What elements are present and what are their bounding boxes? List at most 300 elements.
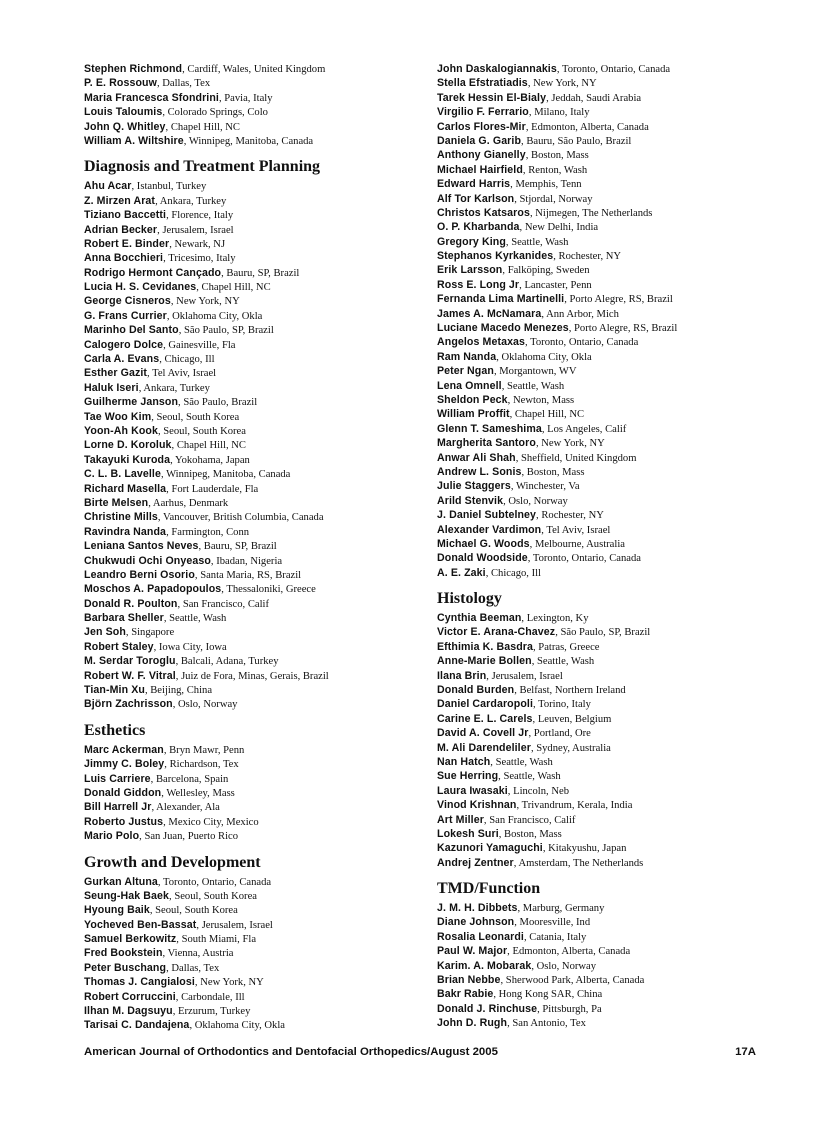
- reviewer-entry: [437, 639, 767, 653]
- reviewer-location: Winnipeg, Manitoba, Canada: [166, 469, 291, 481]
- separator: ,: [532, 713, 538, 725]
- reviewer-entry: [437, 507, 767, 521]
- separator: ,: [528, 728, 534, 740]
- reviewer-entry: [437, 464, 767, 478]
- reviewer-entry: [84, 178, 429, 192]
- reviewer-name: David A. Covell Jr: [437, 727, 529, 740]
- reviewer-entry: [437, 191, 767, 205]
- reviewer-location: Tel Aviv, Israel: [152, 368, 217, 380]
- reviewer-location: Seoul, South Korea: [155, 905, 238, 917]
- reviewer-location: San Juan, Puerto Rico: [144, 831, 239, 843]
- reviewer-name: Andrej Zentner: [437, 856, 514, 869]
- reviewer-entry: [437, 133, 767, 147]
- reviewer-name: Yocheved Ben-Bassat: [84, 918, 197, 931]
- reviewer-location: Portland, Ore: [533, 728, 591, 740]
- separator: ,: [170, 454, 175, 466]
- reviewer-location: Oklahoma City, Okla: [194, 1020, 285, 1032]
- reviewer-name: Nan Hatch: [437, 755, 491, 768]
- reviewer-name: Daniela G. Garib: [437, 134, 522, 147]
- reviewer-name: Jimmy C. Boley: [84, 758, 165, 771]
- reviewer-location: Edmonton, Alberta, Canada: [512, 946, 631, 958]
- reviewer-location: Ankara, Turkey: [159, 195, 227, 207]
- separator: ,: [198, 541, 204, 553]
- separator: ,: [172, 1006, 179, 1018]
- reviewer-name: Ravindra Nanda: [84, 525, 167, 538]
- separator: ,: [151, 802, 157, 814]
- reviewer-name: Takayuki Kuroda: [84, 453, 171, 466]
- separator: ,: [496, 351, 502, 363]
- reviewer-location: São Paulo, Brazil: [183, 397, 258, 409]
- reviewer-name: Tarek Hessin El-Bialy: [437, 91, 547, 104]
- reviewer-location: Seoul, South Korea: [156, 411, 240, 423]
- reviewer-location: Carbondale, Ill: [181, 991, 245, 1003]
- separator: ,: [155, 195, 160, 207]
- reviewer-entry: [437, 349, 767, 363]
- separator: ,: [483, 814, 490, 826]
- reviewer-entry: [437, 668, 767, 682]
- reviewer-name: Robert Corruccini: [84, 990, 176, 1003]
- reviewer-entry: [437, 406, 767, 420]
- separator: ,: [498, 771, 504, 783]
- reviewer-name: Diane Johnson: [437, 916, 515, 929]
- reviewer-entry: [84, 682, 429, 696]
- reviewer-location: São Paulo, SP, Brazil: [560, 627, 651, 639]
- reviewer-name: Anna Bocchieri: [84, 252, 164, 265]
- reviewer-entry: [437, 147, 767, 161]
- reviewer-entry: [437, 711, 767, 725]
- reviewer-entry: [84, 931, 429, 945]
- reviewer-name: Lorne D. Koroluk: [84, 439, 172, 452]
- reviewer-location: Trivandrum, Kerala, India: [521, 800, 633, 812]
- reviewer-location: Rochester, NY: [558, 251, 622, 263]
- reviewer-entry: [84, 193, 429, 207]
- separator: ,: [528, 107, 535, 119]
- separator: ,: [529, 207, 536, 219]
- separator: ,: [530, 742, 537, 754]
- reviewer-entry: [437, 262, 767, 276]
- separator: ,: [177, 598, 183, 610]
- reviewer-location: Vienna, Austria: [167, 948, 234, 960]
- reviewer-location: Seattle, Wash: [511, 236, 569, 248]
- reviewer-entry: [84, 581, 429, 595]
- reviewer-location: Vancouver, British Columbia, Canada: [163, 512, 324, 524]
- reviewer-entry: [84, 639, 429, 653]
- separator: ,: [486, 670, 492, 682]
- separator: ,: [525, 150, 532, 162]
- reviewer-name: Anthony Gianelly: [437, 149, 526, 162]
- separator: ,: [131, 181, 137, 193]
- separator: ,: [507, 1018, 513, 1030]
- reviewer-name: Robert Staley: [84, 640, 154, 653]
- reviewer-name: George Cisneros: [84, 295, 171, 308]
- reviewer-entry: [437, 900, 767, 914]
- reviewer-name: Angelos Metaxas: [437, 336, 526, 349]
- reviewer-name: J. M. H. Dibbets: [437, 902, 518, 915]
- reviewer-location: Seattle, Wash: [503, 771, 561, 783]
- separator: ,: [148, 497, 153, 509]
- reviewer-entry: [84, 293, 429, 307]
- reviewer-name: Michael G. Woods: [437, 537, 530, 550]
- reviewer-name: Margherita Santoro: [437, 437, 536, 450]
- reviewer-name: Fred Bookstein: [84, 947, 163, 960]
- reviewer-entry: [437, 958, 767, 972]
- separator: ,: [535, 438, 542, 450]
- separator: ,: [525, 337, 531, 349]
- reviewer-entry: [437, 277, 767, 291]
- reviewer-entry: [84, 394, 429, 408]
- reviewer-location: Boston, Mass: [504, 828, 562, 840]
- reviewer-location: Colorado Springs, Colo: [167, 107, 268, 119]
- reviewer-entry: [437, 812, 767, 826]
- reviewer-location: Bryn Mawr, Penn: [169, 744, 245, 756]
- separator: ,: [163, 339, 169, 351]
- reviewer-entry: [84, 960, 429, 974]
- reviewer-name: Esther Gazit: [84, 367, 148, 380]
- reviewer-location: Oslo, Norway: [536, 960, 597, 972]
- separator: ,: [183, 135, 189, 147]
- separator: ,: [507, 946, 513, 958]
- separator: ,: [510, 179, 516, 191]
- separator: ,: [166, 526, 172, 538]
- reviewer-location: Jerusalem, Israel: [162, 224, 234, 236]
- reviewer-entry: [437, 61, 767, 75]
- reviewer-location: Belfast, Northern Ireland: [519, 685, 626, 697]
- reviewer-entry: [84, 874, 429, 888]
- reviewer-entry: [84, 322, 429, 336]
- reviewer-location: Renton, Wash: [528, 164, 588, 176]
- reviewer-entry: [437, 986, 767, 1000]
- reviewer-name: Luis Carriere: [84, 772, 151, 785]
- reviewer-name: William Proffit: [437, 408, 510, 421]
- reviewer-entry: [437, 826, 767, 840]
- separator: ,: [138, 382, 144, 394]
- reviewer-entry: [437, 306, 767, 320]
- section: [84, 854, 429, 1032]
- reviewer-name: Ross E. Long Jr: [437, 278, 520, 291]
- reviewer-name: Hyoung Baik: [84, 904, 150, 917]
- reviewer-name: John Daskalogiannakis: [437, 63, 557, 75]
- reviewer-entry: [437, 234, 767, 248]
- reviewer-entry: [437, 219, 767, 233]
- separator: ,: [556, 64, 562, 75]
- separator: ,: [160, 469, 167, 481]
- section-heading: Diagnosis and Treatment Planning: [84, 158, 321, 176]
- reviewer-name: Moschos A. Papadopoulos: [84, 583, 222, 596]
- reviewer-entry: [84, 365, 429, 379]
- reviewer-location: Barcelona, Spain: [155, 773, 229, 785]
- reviewer-entry: [84, 828, 429, 842]
- separator: ,: [525, 121, 532, 133]
- reviewer-name: Kazunori Yamaguchi: [437, 842, 543, 855]
- reviewer-name: Tian-Min Xu: [84, 684, 145, 697]
- reviewer-entry: [84, 351, 429, 365]
- reviewer-name: Donald Burden: [437, 684, 515, 697]
- separator: ,: [157, 876, 164, 888]
- reviewer-name: Sheldon Peck: [437, 393, 508, 406]
- reviewer-name: Peter Buschang: [84, 961, 167, 974]
- reviewer-name: Sue Herring: [437, 770, 499, 783]
- reviewer-entry: [84, 902, 429, 916]
- reviewer-location: Wellesley, Mass: [166, 787, 235, 799]
- separator: ,: [218, 92, 225, 104]
- reviewer-name: Luciane Macedo Menezes: [437, 322, 569, 335]
- reviewer-location: Stjordal, Norway: [519, 193, 593, 205]
- reviewer-entry: [437, 565, 767, 579]
- reviewer-location: Chapel Hill, NC: [514, 409, 585, 421]
- reviewer-location: Fort Lauderdale, Fla: [171, 483, 259, 495]
- reviewer-location: New York, NY: [200, 977, 264, 989]
- separator: ,: [172, 699, 179, 711]
- reviewer-entry: [84, 756, 429, 770]
- reviewer-entry: [84, 538, 429, 552]
- reviewer-entry: [84, 380, 429, 394]
- reviewer-name: Leandro Berni Osorio: [84, 568, 195, 581]
- reviewer-location: New York, NY: [541, 438, 605, 450]
- reviewer-name: Barbara Sheller: [84, 612, 164, 625]
- reviewer-location: Milano, Italy: [534, 107, 590, 119]
- reviewer-name: Adrian Becker: [84, 223, 158, 236]
- separator: ,: [182, 64, 188, 75]
- reviewer-location: Toronto, Ontario, Canada: [530, 337, 639, 349]
- reviewer-entry: [84, 799, 429, 813]
- reviewer-location: Leuven, Belgium: [537, 713, 612, 725]
- reviewer-name: John Q. Whitley: [84, 120, 166, 133]
- reviewer-name: Carla A. Evans: [84, 353, 160, 366]
- reviewer-name: Seung-Hak Baek: [84, 889, 170, 902]
- separator: ,: [531, 960, 537, 972]
- reviewer-entry: [84, 337, 429, 351]
- reviewer-entry: [84, 308, 429, 322]
- separator: ,: [555, 627, 561, 639]
- reviewer-name: Stella Efstratiadis: [437, 77, 528, 90]
- separator: ,: [169, 890, 175, 902]
- reviewer-location: Dallas, Tex: [171, 962, 220, 974]
- reviewer-location: Sherwood Park, Alberta, Canada: [505, 975, 645, 987]
- reviewer-entry: [437, 104, 767, 118]
- reviewer-name: Rosalia Leonardi: [437, 930, 524, 943]
- reviewer-location: Oslo, Norway: [178, 699, 238, 711]
- reviewer-entry: [84, 742, 429, 756]
- reviewer-entry: [84, 119, 429, 133]
- reviewer-entry: [437, 840, 767, 854]
- separator: ,: [194, 569, 201, 581]
- separator: ,: [537, 1003, 543, 1015]
- reviewer-entry: [437, 248, 767, 262]
- separator: ,: [164, 759, 170, 771]
- reviewer-location: Oslo, Norway: [508, 495, 568, 507]
- reviewer-location: Nijmegen, The Netherlands: [535, 207, 653, 219]
- reviewer-entry: [437, 929, 767, 943]
- reviewer-location: Bauru, SP, Brazil: [203, 541, 277, 553]
- separator: ,: [139, 831, 145, 843]
- reviewer-name: Christine Mills: [84, 511, 158, 524]
- separator: ,: [165, 121, 171, 133]
- separator: ,: [125, 627, 132, 639]
- section: [437, 880, 767, 1030]
- reviewer-location: San Antonio, Tex: [512, 1018, 586, 1030]
- reviewer-location: Jerusalem, Israel: [491, 670, 563, 682]
- reviewer-name: Richard Masella: [84, 482, 167, 495]
- reviewer-entry: [437, 783, 767, 797]
- reviewer-location: Richardson, Tex: [169, 759, 239, 771]
- reviewer-location: Seattle, Wash: [495, 756, 553, 768]
- reviewer-location: Seattle, Wash: [537, 656, 595, 668]
- separator: ,: [157, 425, 164, 437]
- separator: ,: [507, 394, 513, 406]
- reviewer-name: J. Daniel Subtelney: [437, 509, 537, 522]
- reviewer-entry: [437, 162, 767, 176]
- reviewer-name: A. E. Zaki: [437, 566, 486, 579]
- reviewer-location: Jerusalem, Israel: [201, 919, 273, 931]
- reviewer-location: Ann Arbor, Mich: [546, 308, 619, 320]
- page-footer: [84, 1046, 756, 1058]
- reviewer-name: Tae Woo Kim: [84, 410, 152, 423]
- reviewer-name: Marc Ackerman: [84, 743, 164, 756]
- reviewer-name: Calogero Dolce: [84, 338, 164, 351]
- reviewer-entry: [437, 754, 767, 768]
- reviewer-location: Porto Alegre, RS, Brazil: [574, 323, 678, 335]
- separator: ,: [498, 828, 505, 840]
- reviewer-name: Mario Polo: [84, 830, 140, 843]
- reviewer-location: Tel Aviv, Israel: [546, 524, 611, 536]
- reviewer-location: Newton, Mass: [512, 394, 575, 406]
- reviewer-name: Alexander Vardimon: [437, 523, 542, 536]
- reviewer-name: Gregory King: [437, 235, 506, 248]
- reviewer-entry: [84, 814, 429, 828]
- reviewer-location: Boston, Mass: [531, 150, 589, 162]
- separator: ,: [542, 843, 549, 855]
- reviewer-location: Oklahoma City, Okla: [172, 310, 263, 322]
- reviewer-location: Pavia, Italy: [224, 92, 273, 104]
- separator: ,: [178, 397, 184, 409]
- reviewer-name: Cynthia Beeman: [437, 612, 522, 625]
- reviewer-entry: [437, 435, 767, 449]
- reviewer-location: Torino, Italy: [538, 699, 591, 711]
- reviewer-entry: [437, 1001, 767, 1015]
- reviewer-name: Yoon-Ah Kook: [84, 424, 158, 437]
- reviewer-entry: [437, 624, 767, 638]
- reviewer-name: Donald Giddon: [84, 786, 162, 799]
- separator: ,: [170, 296, 177, 308]
- section: [84, 61, 429, 147]
- reviewer-location: Seattle, Wash: [506, 380, 565, 392]
- reviewer-location: Chapel Hill, NC: [176, 440, 246, 452]
- reviewer-location: San Francisco, Calif: [489, 814, 576, 826]
- reviewer-entry: [84, 610, 429, 624]
- reviewer-entry: [84, 423, 429, 437]
- separator: ,: [159, 354, 165, 366]
- reviewer-location: Seoul, South Korea: [174, 890, 257, 902]
- reviewer-location: Memphis, Tenn: [515, 179, 582, 191]
- section: [437, 61, 767, 579]
- reviewer-entry: [84, 437, 429, 451]
- reviewer-entry: [437, 725, 767, 739]
- reviewer-name: John D. Rugh: [437, 1017, 508, 1030]
- separator: ,: [514, 685, 520, 697]
- reviewer-entry: [84, 653, 429, 667]
- separator: ,: [157, 224, 163, 236]
- separator: ,: [156, 78, 163, 90]
- reviewer-location: Oklahoma City, Okla: [501, 351, 592, 363]
- reviewer-name: Stephen Richmond: [84, 63, 183, 75]
- reviewer-location: Ibadan, Nigeria: [216, 555, 283, 567]
- reviewer-entry: [437, 653, 767, 667]
- reviewer-entry: [437, 493, 767, 507]
- reviewer-entry: [84, 61, 429, 75]
- separator: ,: [509, 409, 515, 421]
- right-column: [437, 61, 767, 1030]
- separator: ,: [517, 903, 523, 915]
- reviewer-name: Guilherme Janson: [84, 396, 179, 409]
- reviewer-location: Farmington, Conn: [171, 526, 250, 538]
- separator: ,: [536, 510, 542, 522]
- separator: ,: [510, 481, 516, 493]
- separator: ,: [163, 816, 169, 828]
- reviewer-name: Michael Hairfield: [437, 163, 523, 176]
- reviewer-location: Iowa City, Iowa: [158, 641, 227, 653]
- separator: ,: [523, 931, 530, 943]
- reviewer-entry: [84, 785, 429, 799]
- reviewer-name: Anwar Ali Shah: [437, 451, 516, 464]
- reviewer-entry: [437, 696, 767, 710]
- left-column: [84, 61, 429, 1032]
- reviewer-name: Carine E. L. Carels: [437, 712, 533, 725]
- reviewer-name: Ahu Acar: [84, 180, 132, 193]
- separator: ,: [502, 265, 508, 277]
- reviewer-name: Robert E. Binder: [84, 237, 170, 250]
- reviewer-name: Thomas J. Cangialosi: [84, 976, 195, 989]
- reviewer-entry: [84, 567, 429, 581]
- reviewer-name: Louis Taloumis: [84, 106, 163, 119]
- separator: ,: [531, 656, 537, 668]
- reviewer-location: Falköping, Sweden: [507, 265, 590, 277]
- reviewer-entry: [84, 771, 429, 785]
- reviewer-entry: [84, 104, 429, 118]
- reviewer-name: Ram Nanda: [437, 350, 497, 363]
- reviewer-location: Chicago, Ill: [490, 567, 541, 579]
- separator: ,: [514, 917, 520, 929]
- separator: ,: [503, 495, 509, 507]
- separator: ,: [519, 222, 525, 234]
- reviewer-entry: [84, 452, 429, 466]
- separator: ,: [162, 948, 168, 960]
- separator: ,: [533, 641, 539, 653]
- reviewer-entry: [437, 536, 767, 550]
- reviewer-entry: [84, 75, 429, 89]
- reviewer-location: New York, NY: [533, 78, 597, 90]
- reviewer-location: Lancaster, Penn: [524, 279, 592, 291]
- separator: ,: [150, 773, 156, 785]
- reviewer-location: São Paulo, SP, Brazil: [184, 325, 274, 337]
- reviewer-name: G. Frans Currier: [84, 309, 167, 322]
- separator: ,: [166, 210, 172, 222]
- separator: ,: [516, 800, 522, 812]
- reviewer-location: Jeddah, Saudi Arabia: [551, 92, 642, 104]
- reviewer-entry: [437, 1015, 767, 1029]
- reviewer-location: Erzurum, Turkey: [178, 1006, 251, 1018]
- reviewer-entry: [437, 740, 767, 754]
- reviewer-name: Björn Zachrisson: [84, 698, 173, 711]
- reviewer-location: Bauru, São Paulo, Brazil: [526, 135, 632, 147]
- page-number: 17A: [735, 1046, 756, 1058]
- reviewer-location: Amsterdam, The Netherlands: [518, 857, 644, 869]
- reviewer-location: Toronto, Ontario, Canada: [163, 876, 272, 888]
- separator: ,: [527, 78, 534, 90]
- reviewer-entry: [84, 265, 429, 279]
- reviewer-entry: [437, 450, 767, 464]
- reviewer-name: Laura Iwasaki: [437, 784, 508, 797]
- reviewer-entry: [84, 974, 429, 988]
